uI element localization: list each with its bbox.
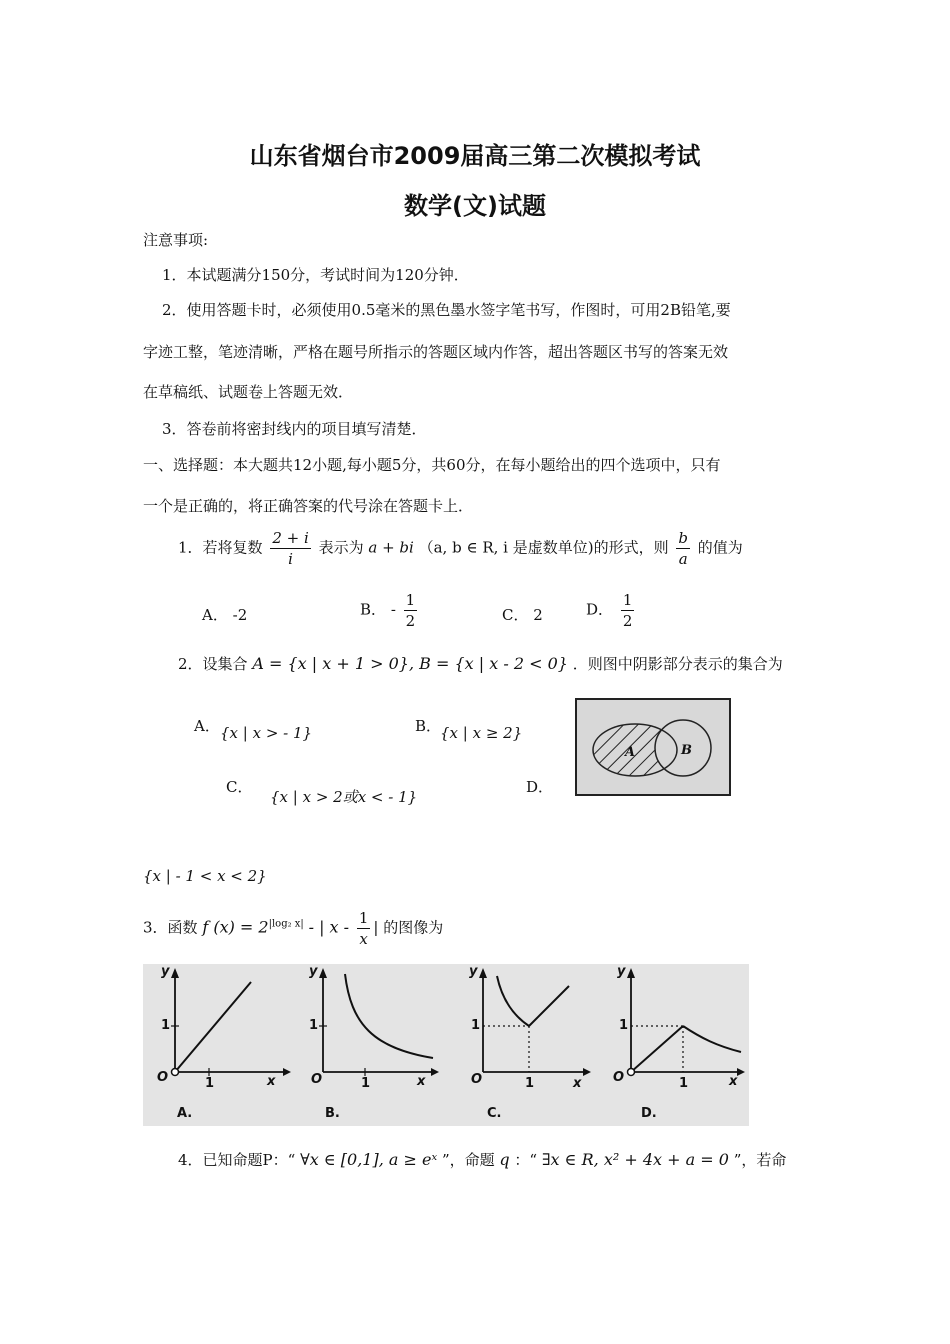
q1-option-b-num: 1 xyxy=(405,591,416,609)
q2-option-c[interactable]: {x | x > 2或x < - 1} xyxy=(270,788,418,806)
q1-suffix: 的值为 xyxy=(697,538,743,557)
q4-p-statement: ∀x ∈ [0,1], a ≥ eˣ xyxy=(300,1150,438,1169)
q1-option-a[interactable] xyxy=(202,604,247,625)
graph-d-tick-x: 1 xyxy=(679,1076,689,1091)
graph-a-tick-x: 1 xyxy=(205,1076,215,1091)
notice-item-2-line-1: 2．使用答题卡时，必须使用0.5毫米的黑色墨水签字笔书写，作图时，可用2B铅笔,要 xyxy=(162,301,731,319)
q2-option-a-label[interactable]: A． xyxy=(194,717,220,735)
q1-ratio-num: b xyxy=(678,529,688,547)
page-subtitle: 数学(文)试题 xyxy=(404,192,546,220)
q1-option-a-value: -2 xyxy=(232,606,248,624)
q3-close: | xyxy=(373,918,379,937)
graph-b-tick-x: 1 xyxy=(361,1076,371,1091)
graph-c-origin: O xyxy=(471,1072,483,1087)
graph-b-label: B. xyxy=(325,1106,340,1121)
notice-heading: 注意事项: xyxy=(143,231,209,249)
q1-fraction xyxy=(270,528,310,569)
q1-ratio xyxy=(676,528,690,569)
graph-a-svg xyxy=(143,964,293,1126)
graph-c-tick-y: 1 xyxy=(471,1018,481,1033)
q1-option-d-num: 1 xyxy=(622,591,633,609)
q4-q-name: q xyxy=(499,1150,510,1169)
q3-suffix: 的图像为 xyxy=(383,918,444,937)
graph-d-label: D. xyxy=(641,1106,657,1121)
q1-option-b-label: B． xyxy=(360,600,387,619)
q2-option-d[interactable]: {x | - 1 < x < 2} xyxy=(143,867,267,885)
q3-prefix: 3．函数 xyxy=(143,918,198,937)
graph-d-origin: O xyxy=(613,1070,625,1085)
q1-option-c-label: C． xyxy=(502,606,529,624)
graph-d-svg xyxy=(593,964,749,1126)
q1-frac-den: i xyxy=(288,550,293,568)
q1-option-c[interactable] xyxy=(502,604,543,625)
q3-frac-den: x xyxy=(359,930,368,948)
q3-exponent: |log₂ x| xyxy=(268,918,304,930)
q4-suffix: ”，若命 xyxy=(733,1151,787,1169)
q4-colon: ：“ xyxy=(514,1151,538,1169)
q2-option-c-label[interactable]: C． xyxy=(226,778,253,796)
q4-q-statement: ∃x ∈ R, x² + 4x + a = 0 xyxy=(541,1150,729,1169)
graph-d-tick-y: 1 xyxy=(619,1018,629,1033)
graph-b-origin: O xyxy=(311,1072,323,1087)
q4-mid: ”，命题 xyxy=(441,1151,495,1169)
q2-option-d-label[interactable]: D． xyxy=(526,778,554,796)
graph-a-origin: O xyxy=(157,1070,169,1085)
q1-option-b-sign: - xyxy=(390,600,396,619)
question-3 xyxy=(143,908,443,949)
q1-middle: 表示为 xyxy=(318,538,364,557)
q1-condition: （a, b ∈ R, i 是虚数单位)的形式，则 xyxy=(418,538,669,557)
graph-d-axis-x: x xyxy=(729,1074,738,1089)
graph-b-axis-y: y xyxy=(309,964,318,979)
q1-option-b[interactable] xyxy=(360,590,420,631)
q1-option-d-label: D． xyxy=(586,600,614,619)
graph-b-tick-y: 1 xyxy=(309,1018,319,1033)
q3-option-c-graph[interactable] xyxy=(443,964,593,1126)
q1-ratio-den: a xyxy=(678,550,688,568)
q3-fraction xyxy=(357,908,371,949)
question-2 xyxy=(178,653,783,674)
q2-option-b[interactable]: {x | x ≥ 2} xyxy=(440,724,523,742)
venn-label-b: B xyxy=(681,743,692,758)
graph-d-axis-y: y xyxy=(617,964,626,979)
venn-label-a: A xyxy=(625,745,636,760)
section-1-line-1: 一、选择题：本大题共12小题,每小题5分，共60分，在每小题给出的四个选项中，只有 xyxy=(143,456,721,474)
q2-suffix: ．则图中阴影部分表示的集合为 xyxy=(572,655,783,673)
graph-c-axis-y: y xyxy=(469,964,478,979)
q1-option-d[interactable] xyxy=(586,590,637,631)
q1-option-a-label: A． xyxy=(202,606,228,624)
q2-sets: A = {x | x + 1 > 0}, B = {x | x - 2 < 0} xyxy=(252,654,568,673)
venn-svg xyxy=(577,700,729,794)
page-title: 山东省烟台市2009届高三第二次模拟考试 xyxy=(249,142,701,170)
notice-item-1: 1．本试题满分150分，考试时间为120分钟． xyxy=(162,266,469,284)
graph-a-axis-x: x xyxy=(267,1074,276,1089)
q3-option-a-graph[interactable] xyxy=(143,964,293,1126)
graph-c-axis-x: x xyxy=(573,1076,582,1091)
q2-option-b-label[interactable]: B． xyxy=(415,717,442,735)
graph-b-svg xyxy=(293,964,443,1126)
q1-form: a + bi xyxy=(368,538,414,557)
q3-graph-strip xyxy=(143,964,749,1126)
graph-c-tick-x: 1 xyxy=(525,1076,535,1091)
q1-option-d-den: 2 xyxy=(622,612,633,630)
question-1 xyxy=(178,528,743,569)
q3-option-d-graph[interactable] xyxy=(593,964,743,1126)
section-1-line-2: 一个是正确的，将正确答案的代号涂在答题卡上． xyxy=(143,497,474,515)
graph-a-label: A. xyxy=(177,1106,193,1121)
q3-minus: - | x - xyxy=(308,917,350,937)
q2-prefix: 2．设集合 xyxy=(178,655,248,673)
graph-a-tick-y: 1 xyxy=(161,1018,171,1033)
graph-a-axis-y: y xyxy=(161,964,170,979)
q3-option-b-graph[interactable] xyxy=(293,964,443,1126)
notice-item-2-line-2: 字迹工整，笔迹清晰，严格在题号所指示的答题区域内作答，超出答题区书写的答案无效 xyxy=(143,343,729,361)
q1-option-c-value: 2 xyxy=(533,606,543,624)
q3-func: f (x) = 2 xyxy=(202,917,269,937)
q1-prefix: 1．若将复数 xyxy=(178,538,263,557)
q3-frac-num: 1 xyxy=(358,909,369,927)
notice-item-2-line-3: 在草稿纸、试题卷上答题无效． xyxy=(143,383,354,401)
q2-option-a[interactable]: {x | x > - 1} xyxy=(220,724,313,742)
notice-item-3: 3．答卷前将密封线内的项目填写清楚． xyxy=(162,420,427,438)
question-4 xyxy=(178,1149,786,1170)
q1-option-d-fraction xyxy=(621,590,635,631)
venn-diagram xyxy=(575,698,731,796)
q1-frac-num: 2 + i xyxy=(272,529,309,547)
graph-c-svg xyxy=(443,964,593,1126)
q1-option-b-fraction xyxy=(404,590,418,631)
q1-option-b-den: 2 xyxy=(405,612,416,630)
graph-c-label: C. xyxy=(487,1106,502,1121)
q4-prefix: 4．已知命题P：“ xyxy=(178,1151,296,1169)
graph-b-axis-x: x xyxy=(417,1074,426,1089)
